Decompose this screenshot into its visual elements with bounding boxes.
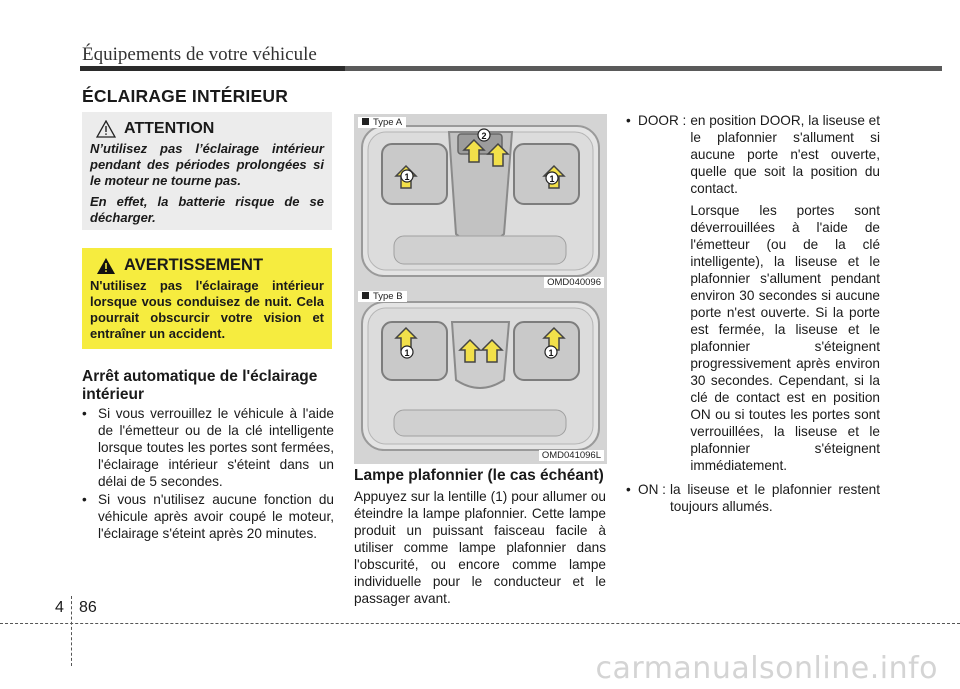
on-option: [626, 481, 880, 515]
warning-box: [82, 248, 332, 349]
attention-text: [90, 141, 324, 226]
figure-type-label: [358, 117, 406, 128]
on-option-key: • ON :: [638, 482, 666, 497]
auto-off-title: Arrêt automatique de l'éclairage intérieur: [82, 368, 318, 403]
figure-type-text: Type B: [373, 291, 403, 302]
square-bullet-icon: [362, 292, 369, 299]
callout-label: 1: [404, 348, 410, 358]
figure-code: OMD041096L: [539, 450, 604, 461]
header-rule-accent: [80, 66, 345, 71]
warning-heading: AVERTISSEMENT: [124, 256, 264, 274]
door-option-body: [690, 112, 880, 479]
figure-type-a: [354, 114, 607, 291]
warning-heading-row: [96, 256, 332, 275]
attention-paragraph: En effet, la batterie risque de se décharger.: [90, 194, 324, 225]
door-option: [626, 112, 880, 479]
overhead-console-illustration: [354, 288, 607, 464]
square-bullet-icon: [362, 118, 369, 125]
figure-type-text: Type A: [373, 117, 403, 128]
page-header-title: Équipements de votre véhicule: [82, 44, 317, 65]
callout-label: 1: [548, 348, 554, 358]
overhead-console-illustration: [354, 114, 607, 291]
door-option-paragraph: en position DOOR, la liseuse et le plafonnier s'allument si aucune porte n'est ouverte, quelle que soit la position du contact.: [690, 113, 880, 196]
attention-paragraph: N’utilisez pas l’éclairage intérieur pendant des périodes prolongées si le moteur ne tourne pas.: [90, 141, 324, 188]
footer-vertical-divider: [71, 596, 72, 666]
door-option-key: • DOOR :: [638, 113, 687, 128]
page-number: 86: [79, 599, 97, 616]
figure-code: OMD040096: [544, 277, 604, 288]
lamp-paragraph: Appuyez sur la lentille (1) pour allumer ou éteindre la lampe plafonnier. Cette lampe produit un puissant faisceau facile à utiliser comme lampe plafonnier dans l'obscurité, ou encore comme lampe individuelle pour le conducteur et le passager avant.: [354, 489, 606, 606]
chapter-number: 4: [55, 599, 64, 616]
attention-box: [82, 112, 332, 230]
on-option-text: la liseuse et le plafonnier restent toujours allumés.: [669, 482, 880, 514]
switch-positions: [626, 112, 880, 515]
footer-divider: [0, 623, 960, 624]
callout-label: 2: [481, 131, 487, 141]
auto-off-list: [82, 405, 334, 543]
figure-type-b: [354, 288, 607, 464]
warning-filled-triangle-icon: [96, 257, 116, 275]
warning-triangle-icon: [96, 120, 116, 138]
callout-label: 1: [404, 172, 410, 182]
list-item: • Si vous verrouillez le véhicule à l'aide de l'émetteur ou de la clé intelligente lorsque toutes les portes sont fermées, l'éclairage intérieur s'éteint dans un délai de 5 secondes.: [82, 405, 334, 490]
attention-heading-row: [96, 120, 332, 138]
door-option-row: [638, 112, 880, 479]
figure-type-label: [358, 291, 407, 302]
warning-text: N'utilisez pas l'éclairage intérieur lorsque vous conduisez de nuit. Cela pourrait obscurcir votre vision et entraîner un accident.: [90, 278, 324, 341]
callout-label: 1: [549, 174, 555, 184]
watermark: carmanualsonline.info: [595, 651, 938, 686]
attention-heading: ATTENTION: [124, 120, 215, 137]
door-option-paragraph: Lorsque les portes sont déverrouillées à l'aide de l'émetteur (ou de la clé intelligente), la liseuse et le plafonnier s'allument pendant environ 30 secondes si aucune porte n'est ouverte. Si la porte est fermée, la liseuse et le plafonnier s'éteignent progressivement après environ 30 secondes. Cependant, si la clé de contact est en position ON ou si toutes les portes sont verrouillées, la liseuse et le plafonnier s'éteignent immédiatement.: [690, 203, 880, 473]
lamp-title: Lampe plafonnier (le cas échéant): [354, 467, 604, 484]
on-option-row: [638, 481, 880, 515]
list-item: • Si vous n'utilisez aucune fonction du véhicule après avoir coupé le moteur, l'éclairage s'éteint après 20 minutes.: [82, 491, 334, 542]
section-title: ÉCLAIRAGE INTÉRIEUR: [82, 86, 289, 106]
